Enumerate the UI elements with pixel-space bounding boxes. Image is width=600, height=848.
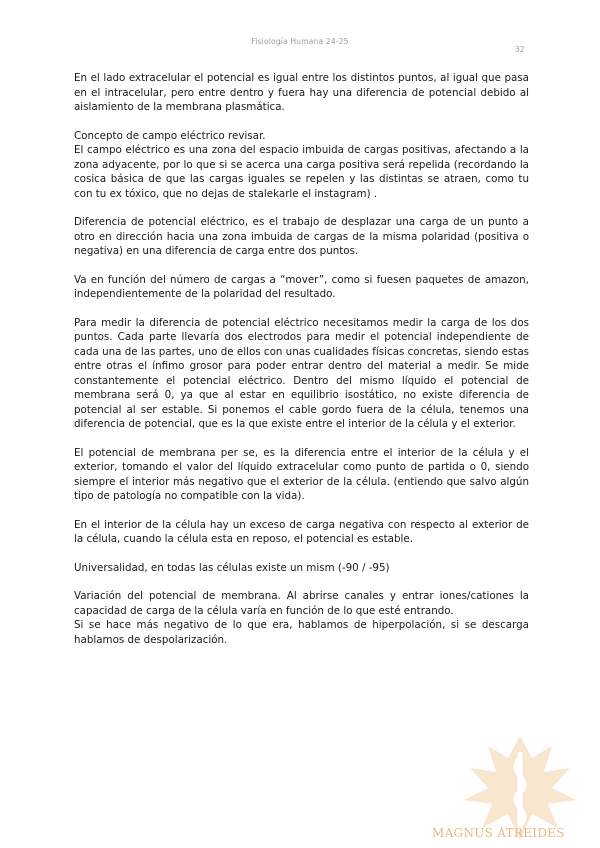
- paragraph: En el interior de la célula hay un exceso de carga negativa con respecto al exterior de la célula, cuando la célula esta en reposo, el potencial es estable.: [74, 518, 529, 545]
- paragraph: Concepto de campo eléctrico revisar.: [74, 129, 266, 142]
- paragraph: Si se hace más negativo de lo que era, hablamos de hiperpolación, si se descarga hablamos de despolarización.: [74, 619, 529, 646]
- paragraph: En el lado extracelular el potencial es igual entre los distintos puntos, al igual que pasa en el intracelular, pero entre dentro y fuera hay una diferencia de potencial debido al aislamiento de la membrana plasmática.: [74, 72, 529, 113]
- paragraph: El potencial de membrana per se, es la diferencia entre el interior de la célula y el exterior, tomando el valor del líquido extracelular como punto de partida o 0, siendo siempre el interior más negativo que el exterior de la célula. (entiendo que salvo algún tipo de patología no compatible con la vida).: [74, 446, 529, 502]
- paragraph: Diferencia de potencial eléctrico, es el trabajo de desplazar una carga de un punto a otro en dirección hacia una zona imbuida de cargas de la misma polaridad (positiva o negativa) en una diferencia de carga entre dos puntos.: [74, 216, 529, 257]
- page-number: 32: [515, 45, 525, 54]
- paragraph: El campo eléctrico es una zona del espacio imbuida de cargas positivas, afectando a la zona adyacente, por lo que si se acerca una carga positiva será repelida (recordando la cosica básica de que las cargas iguales se repelen y las distintas se atraen, como tu con tu ex tóxico, que no dejas de stalekarle el instagram) .: [74, 144, 529, 200]
- page-header-title: Fisiología Humana 24-25: [251, 37, 349, 46]
- paragraph: Universalidad, en todas las células existe un mism (-90 / -95): [74, 561, 390, 574]
- paragraph: Variación del potencial de membrana. Al abrirse canales y entrar iones/cationes la capacidad de carga de la célula varía en función de lo que esté entrando.: [74, 590, 529, 617]
- paragraph: Para medir la diferencia de potencial eléctrico necesitamos medir la carga de los dos puntos. Cada parte llevaría dos electrodos para medir el potencial independiente de cada una de las partes, uno de ellos con unas cualidades físicas concretas, siendo estas entre otras el ínfimo grosor para poder entrar dentro del material a medir. Se mide constantemente el potencial eléctrico. Dentro del mismo líquido el potencial de membrana será 0, ya que al estar en equilibrio isostático, no existe diferencia de potencial al ser estable. Si ponemos el cable gordo fuera de la célula, tenemos una diferencia de potencial, que es la que existe entre el interior de la célula y el exterior.: [74, 316, 529, 430]
- document-body: [74, 71, 529, 661]
- paragraph: Va en función del número de cargas a “mover”, como si fuesen paquetes de amazon, independientemente de la polaridad del resultado.: [74, 273, 529, 300]
- watermark-text: MAGNUS ATREIDES: [432, 826, 565, 840]
